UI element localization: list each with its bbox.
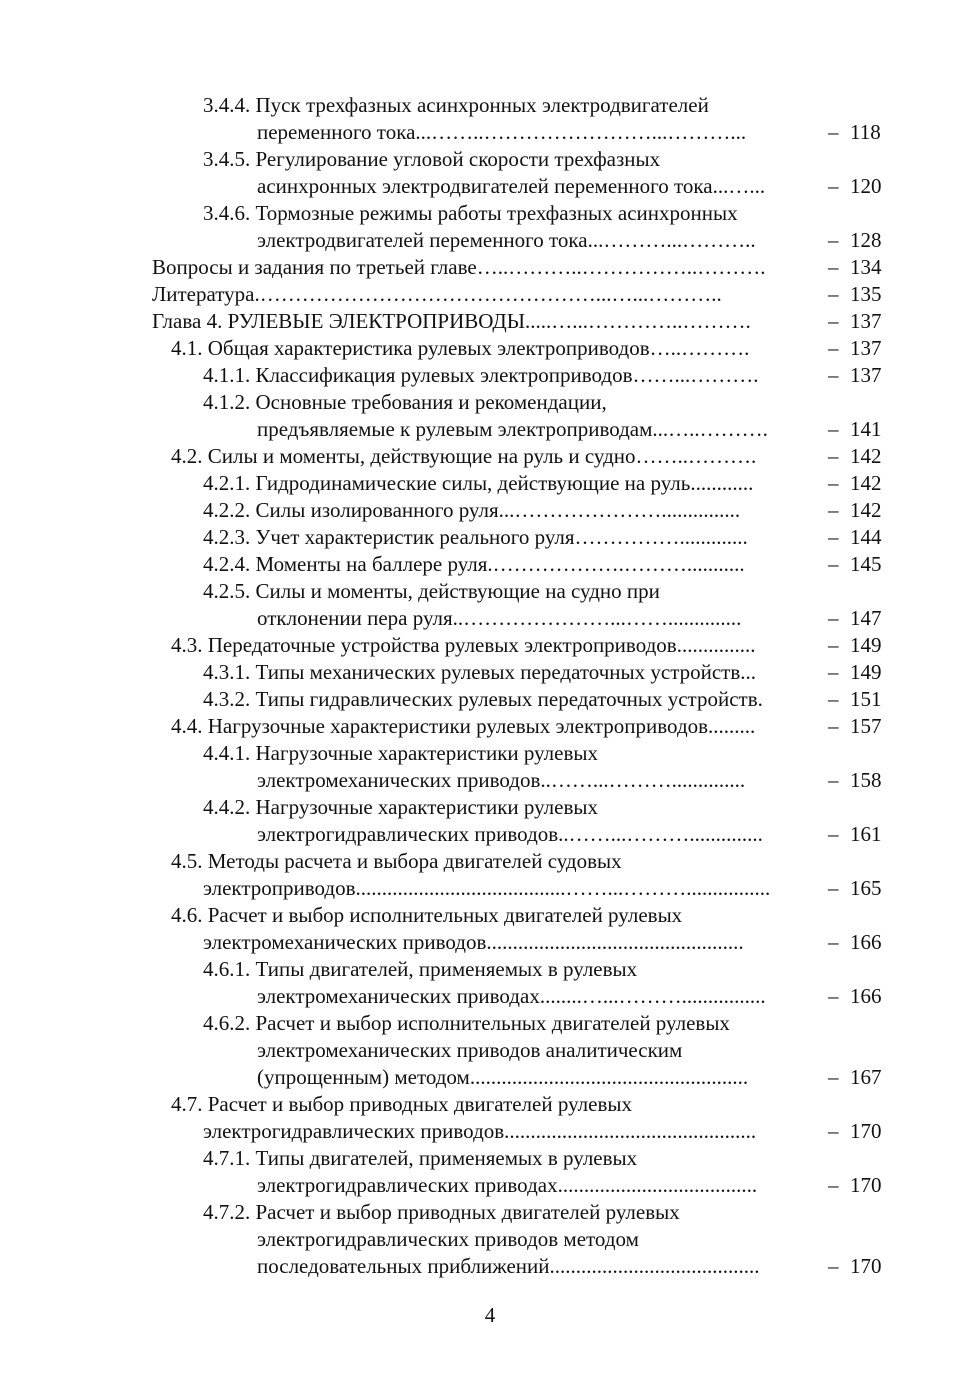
toc-entry-text: 4.4. Нагрузочные характеристики рулевых электроприводов.........: [171, 714, 756, 738]
toc-page-number: 170: [850, 1173, 882, 1197]
toc-line: [0, 497, 980, 524]
toc-line: [0, 848, 980, 875]
toc-line: [0, 443, 980, 470]
toc-line: [0, 362, 980, 389]
toc-line: [0, 1172, 980, 1199]
toc-dash: –: [828, 1119, 839, 1143]
toc-entry-text: электроприводов........................................……...………................: [203, 876, 771, 900]
toc-entry-text: электрогидравлических приводов методом: [257, 1227, 639, 1251]
toc-dash: –: [828, 498, 839, 522]
toc-line: [0, 578, 980, 605]
toc-line: [0, 227, 980, 254]
toc-page-number: 128: [850, 228, 882, 252]
toc-entry-text: 4.3.1. Типы механических рулевых передаточных устройств...: [203, 660, 757, 684]
toc-dash: –: [828, 687, 839, 711]
toc-page-number: 166: [850, 984, 882, 1008]
toc-line: [0, 551, 980, 578]
toc-entry-text: 4.2.4. Моменты на баллере руля.……………….………...........: [203, 552, 745, 576]
toc-entry-text: 4.1.2. Основные требования и рекомендации,: [203, 390, 607, 414]
toc-entry-text: 3.4.5. Регулирование угловой скорости трехфазных: [203, 147, 661, 171]
toc-line: [0, 713, 980, 740]
toc-page-number: 134: [850, 255, 882, 279]
toc-line: [0, 659, 980, 686]
toc-entry-text: асинхронных электродвигателей переменного тока...…...: [257, 174, 766, 198]
toc-line: [0, 794, 980, 821]
toc-entry-text: электрогидравлических приводов................................................: [203, 1119, 757, 1143]
toc-entry-text: 4.1.1. Классификация рулевых электроприводов……...……….: [203, 363, 759, 387]
toc-line: [0, 1199, 980, 1226]
toc-dash: –: [828, 255, 839, 279]
toc-entry-text: электродвигателей переменного тока...………...………..: [257, 228, 756, 252]
toc-dash: –: [828, 417, 839, 441]
toc-line: [0, 740, 980, 767]
toc-line: [0, 254, 980, 281]
toc-entry-text: 4.5. Методы расчета и выбора двигателей судовых: [171, 849, 622, 873]
toc-line: [0, 1064, 980, 1091]
toc-entry-text: электромеханических приводов..……...………..............: [257, 768, 746, 792]
toc-entry-text: 4.7. Расчет и выбор приводных двигателей рулевых: [171, 1092, 632, 1116]
toc-entry-text: 3.4.6. Тормозные режимы работы трехфазных асинхронных: [203, 201, 738, 225]
toc-line: [0, 983, 980, 1010]
toc-page-number: 142: [850, 471, 882, 495]
toc-entry-text: 4.3. Передаточные устройства рулевых электроприводов...............: [171, 633, 756, 657]
toc-line: [0, 1226, 980, 1253]
toc-dash: –: [828, 336, 839, 360]
toc-entry-text: 4.4.2. Нагрузочные характеристики рулевых: [203, 795, 599, 819]
toc-entry-text: электромеханических приводов.................................................: [203, 930, 744, 954]
toc-dash: –: [828, 822, 839, 846]
toc-dash: –: [828, 633, 839, 657]
toc-entry-text: 4.7.1. Типы двигателей, применяемых в рулевых: [203, 1146, 638, 1170]
toc-line: [0, 335, 980, 362]
toc-page-number: 118: [850, 120, 881, 144]
toc-entry-text: 4.1. Общая характеристика рулевых электроприводов…..……….: [171, 336, 750, 360]
toc-page-number: 151: [850, 687, 882, 711]
toc-page-number: 161: [850, 822, 882, 846]
toc-page-number: 120: [850, 174, 882, 198]
toc-dash: –: [828, 525, 839, 549]
toc-dash: –: [828, 444, 839, 468]
toc-line: [0, 632, 980, 659]
toc-page-number: 170: [850, 1254, 882, 1278]
toc-page-number: 141: [850, 417, 882, 441]
toc-dash: –: [828, 228, 839, 252]
toc-dash: –: [828, 876, 839, 900]
toc-entry-text: 4.6. Расчет и выбор исполнительных двигателей рулевых: [171, 903, 683, 927]
toc-page-number: 147: [850, 606, 882, 630]
toc-dash: –: [828, 768, 839, 792]
toc-entry-text: 4.6.1. Типы двигателей, применяемых в рулевых: [203, 957, 638, 981]
table-of-contents: [0, 92, 980, 1280]
toc-entry-text: 3.4.4. Пуск трехфазных асинхронных электродвигателей: [203, 93, 709, 117]
toc-page-number: 135: [850, 282, 882, 306]
toc-dash: –: [828, 1065, 839, 1089]
toc-entry-text: Вопросы и задания по третьей главе…..………..……………..……….: [152, 255, 766, 279]
toc-page-number: 137: [850, 363, 882, 387]
toc-dash: –: [828, 660, 839, 684]
toc-line: [0, 1091, 980, 1118]
toc-page-number: 149: [850, 660, 882, 684]
toc-entry-text: электрогидравлических приводов..……...………..............: [257, 822, 763, 846]
toc-line: [0, 1010, 980, 1037]
toc-line: [0, 146, 980, 173]
toc-entry-text: Литература.…………………………………………...…...………..: [152, 282, 722, 306]
toc-dash: –: [828, 606, 839, 630]
toc-dash: –: [828, 471, 839, 495]
toc-page-number: 165: [850, 876, 882, 900]
toc-dash: –: [828, 930, 839, 954]
toc-line: [0, 173, 980, 200]
toc-entry-text: электромеханических приводов аналитическим: [257, 1038, 683, 1062]
toc-line: [0, 92, 980, 119]
toc-entry-text: отклонении пера руля..…………………...……..............: [257, 606, 742, 630]
toc-line: [0, 875, 980, 902]
toc-page-number: 167: [850, 1065, 882, 1089]
toc-line: [0, 956, 980, 983]
toc-dash: –: [828, 1173, 839, 1197]
toc-entry-text: предъявляемые к рулевым электроприводам...…..……….: [257, 417, 768, 441]
toc-entry-text: 4.2.2. Силы изолированного руля...…………………...............: [203, 498, 741, 522]
toc-dash: –: [828, 120, 839, 144]
toc-entry-text: 4.2.1. Гидродинамические силы, действующие на руль............: [203, 471, 754, 495]
toc-line: [0, 929, 980, 956]
toc-dash: –: [828, 1254, 839, 1278]
toc-page-number: 144: [850, 525, 882, 549]
toc-dash: –: [828, 363, 839, 387]
toc-page-number: 158: [850, 768, 882, 792]
toc-line: [0, 119, 980, 146]
toc-line: [0, 1037, 980, 1064]
toc-dash: –: [828, 552, 839, 576]
toc-entry-text: электрогидравлических приводах......................................: [257, 1173, 758, 1197]
toc-dash: –: [828, 282, 839, 306]
toc-entry-text: 4.2. Силы и моменты, действующие на руль и судно……..……….: [171, 444, 757, 468]
toc-line: [0, 902, 980, 929]
toc-page-number: 166: [850, 930, 882, 954]
toc-line: [0, 416, 980, 443]
toc-line: [0, 1253, 980, 1280]
toc-line: [0, 1145, 980, 1172]
page-number: 4: [484, 1303, 496, 1327]
toc-entry-text: переменного тока...……..……………………...………...: [257, 120, 747, 144]
toc-line: [0, 308, 980, 335]
toc-line: [0, 1118, 980, 1145]
toc-dash: –: [828, 714, 839, 738]
toc-page-number: 137: [850, 336, 882, 360]
toc-line: [0, 389, 980, 416]
toc-entry-text: (упрощенным) методом.....................................................: [257, 1065, 749, 1089]
toc-entry-text: 4.7.2. Расчет и выбор приводных двигателей рулевых: [203, 1200, 680, 1224]
toc-page-number: 170: [850, 1119, 882, 1143]
toc-entry-text: 4.3.2. Типы гидравлических рулевых передаточных устройств.: [203, 687, 763, 711]
toc-dash: –: [828, 174, 839, 198]
toc-entry-text: электромеханических приводах........…...………................: [257, 984, 766, 1008]
toc-page-number: 149: [850, 633, 882, 657]
toc-page-number: 142: [850, 498, 882, 522]
toc-entry-text: 4.2.3. Учет характеристик реального руля…………….............: [203, 525, 748, 549]
toc-page-number: 157: [850, 714, 882, 738]
toc-entry-text: 4.2.5. Силы и моменты, действующие на судно при: [203, 579, 660, 603]
toc-page-number: 142: [850, 444, 882, 468]
toc-line: [0, 281, 980, 308]
toc-dash: –: [828, 984, 839, 1008]
toc-line: [0, 200, 980, 227]
toc-line: [0, 686, 980, 713]
toc-entry-text: 4.6.2. Расчет и выбор исполнительных двигателей рулевых: [203, 1011, 730, 1035]
toc-page-number: 145: [850, 552, 882, 576]
toc-line: [0, 821, 980, 848]
toc-line: [0, 524, 980, 551]
toc-entry-text: последовательных приближений........................................: [257, 1254, 760, 1278]
toc-line: [0, 767, 980, 794]
toc-line: [0, 470, 980, 497]
toc-entry-text: Глава 4. РУЛЕВЫЕ ЭЛЕКТРОПРИВОДЫ.....…...…………..……….: [152, 309, 751, 333]
toc-page-number: 137: [850, 309, 882, 333]
toc-line: [0, 605, 980, 632]
toc-dash: –: [828, 309, 839, 333]
toc-entry-text: 4.4.1. Нагрузочные характеристики рулевых: [203, 741, 599, 765]
